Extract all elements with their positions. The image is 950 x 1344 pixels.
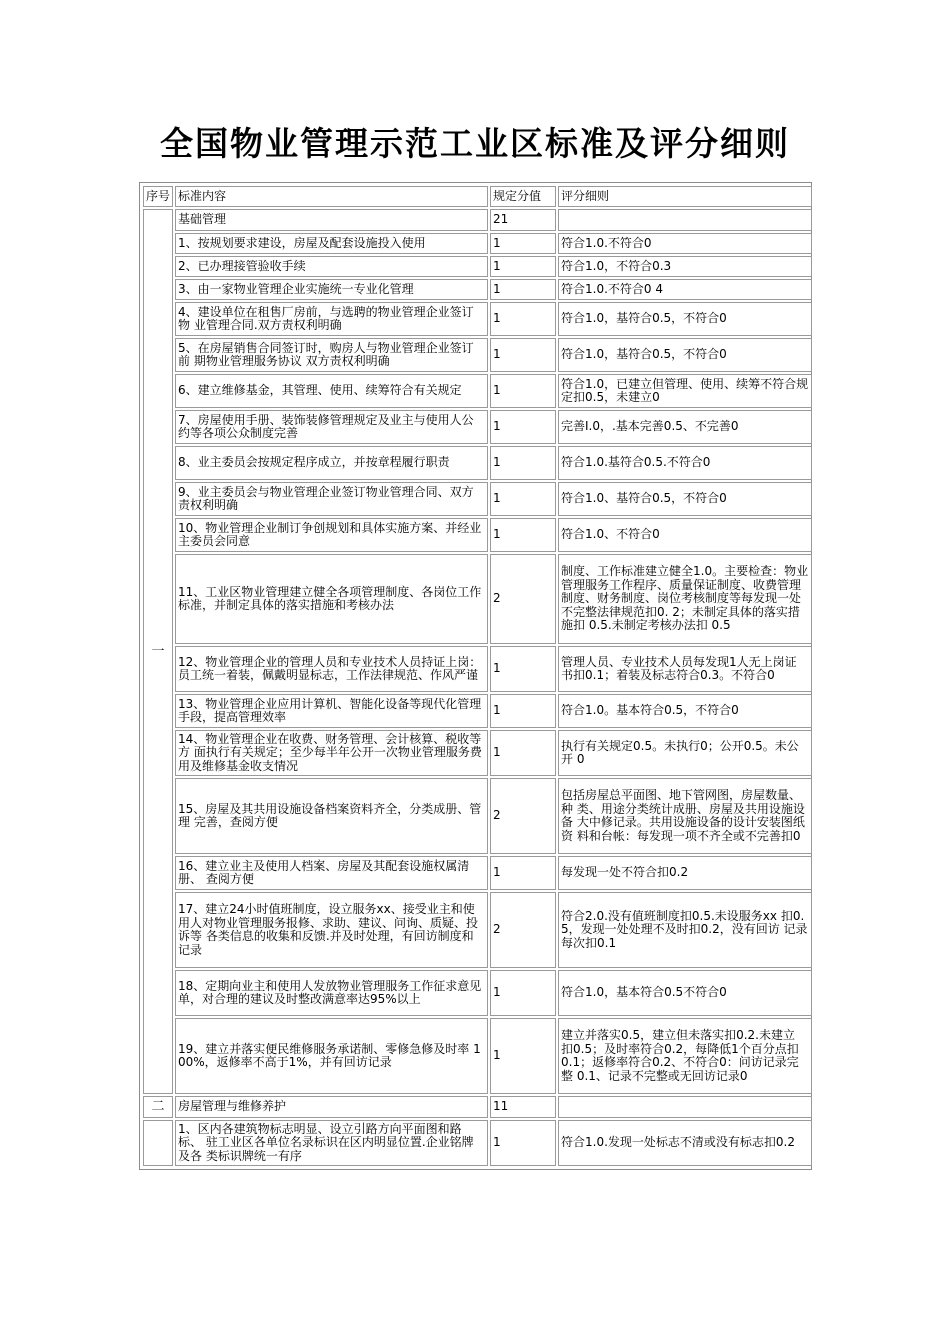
row-content: 13、物业管理企业应用计算机、智能化设备等现代化管理 手段，提高管理效率 (175, 694, 488, 728)
section-rule (558, 209, 812, 231)
table-row (143, 256, 812, 277)
table-row (143, 730, 812, 776)
header-content: 标准内容 (175, 186, 488, 207)
row-content: 16、建立业主及使用人档案、房屋及其配套设施权属清册、 查阅方便 (175, 856, 488, 890)
row-score: 2 (490, 554, 556, 644)
row-content: 9、业主委员会与物业管理企业签订物业管理合同、双方责权利明确 (175, 482, 488, 516)
header-no: 序号 (143, 186, 173, 207)
row-score: 1 (490, 646, 556, 692)
section-number-continued (143, 1120, 173, 1166)
row-content: 17、建立24小时值班制度，设立服务xx、接受业主和使 用人对物业管理服务报修、求助、建议、问询、质疑、投诉等 各类信息的收集和反馈.并及时处理，有回访制度和记录 (175, 892, 488, 968)
row-content: 4、建设单位在租售厂房前，与选聘的物业管理企业签订物 业管理合同.双方责权利明确 (175, 302, 488, 336)
table-row (143, 970, 812, 1016)
row-score: 1 (490, 374, 556, 408)
row-content: 14、物业管理企业在收费、财务管理、会计核算、税收等方 面执行有关规定；至少每半年公开一次物业管理服务费用及维修基金收支情况 (175, 730, 488, 776)
row-rule: 符合1.0，不符合0.3 (558, 256, 812, 277)
row-score: 1 (490, 279, 556, 300)
table-row (143, 338, 812, 372)
header-row (143, 186, 812, 207)
table-row (143, 694, 812, 728)
table-row (143, 302, 812, 336)
section-name: 基础管理 (175, 209, 488, 231)
row-content: 1、区内各建筑物标志明显、设立引路方向平面图和路标、 驻工业区各单位名录标识在区内明显位置.企业铭牌及各 类标识牌统一有序 (175, 1120, 488, 1166)
row-score: 1 (490, 302, 556, 336)
row-content: 12、物业管理企业的管理人员和专业技术人员持证上岗：员工统一着装，佩戴明显标志，工作法律规范、作风严谨 (175, 646, 488, 692)
row-score: 1 (490, 1120, 556, 1166)
row-score: 1 (490, 856, 556, 890)
row-score: 1 (490, 256, 556, 277)
row-content: 19、建立并落实便民维修服务承诺制、零修急修及时率 100%，返修率不高于1%，并有回访记录 (175, 1018, 488, 1094)
table-row (143, 646, 812, 692)
table-row (143, 1120, 812, 1166)
section-row (143, 1096, 812, 1118)
scoring-table (141, 184, 814, 1168)
row-content: 6、建立维修基金，其管理、使用、续筹符合有关规定 (175, 374, 488, 408)
row-content: 1、按规划要求建设，房屋及配套设施投入使用 (175, 233, 488, 254)
row-rule: 符合1.0.基符合0.5.不符合0 (558, 446, 812, 480)
row-content: 5、在房屋销售合同签订时，购房人与物业管理企业签订前 期物业管理服务协议 双方责权利明确 (175, 338, 488, 372)
row-rule: 符合1.0，基符合0.5，不符合0 (558, 302, 812, 336)
document-title: 全国物业管理示范工业区标准及评分细则 (160, 124, 790, 163)
row-score: 1 (490, 730, 556, 776)
section-score: 11 (490, 1096, 556, 1118)
row-rule: 符合1.0，基符合0.5，不符合0 (558, 338, 812, 372)
row-rule: 符合1.0.不符合0 4 (558, 279, 812, 300)
row-content: 2、已办理接管验收手续 (175, 256, 488, 277)
table-row (143, 1018, 812, 1094)
row-score: 1 (490, 410, 556, 444)
row-score: 1 (490, 446, 556, 480)
section-row (143, 209, 812, 231)
table-row (143, 374, 812, 408)
row-rule: 建立并落实0.5，建立但未落实扣0.2.未建立 扣0.5；及时率符合0.2，每降低1个百分点扣 0.1；返修率符合0.2、不符合0：问访记录完整 0.1、记录不完整或无回访记录0 (558, 1018, 812, 1094)
row-score: 1 (490, 1018, 556, 1094)
row-content: 7、房屋使用手册、装饰装修管理规定及业主与使用人公约等各项公众制度完善 (175, 410, 488, 444)
row-score: 1 (490, 482, 556, 516)
header-score: 规定分值 (490, 186, 556, 207)
table-row (143, 482, 812, 516)
row-content: 3、由一家物业管理企业实施统一专业化管理 (175, 279, 488, 300)
table-row (143, 446, 812, 480)
table-row (143, 410, 812, 444)
table-row (143, 856, 812, 890)
row-score: 1 (490, 694, 556, 728)
header-rule: 评分细则 (558, 186, 812, 207)
table-row (143, 778, 812, 854)
row-rule: 符合1.0、不符合0 (558, 518, 812, 552)
row-content: 15、房屋及其共用设施设备档案资料齐全，分类成册、管理 完善，查阅方便 (175, 778, 488, 854)
section-name: 房屋管理与维修养护 (175, 1096, 488, 1118)
section-number: 二 (143, 1096, 173, 1118)
section-rule (558, 1096, 812, 1118)
row-score: 1 (490, 338, 556, 372)
row-rule: 完善I.0，.基本完善0.5、不完善0 (558, 410, 812, 444)
row-rule: 制度、工作标准建立健全1.0。主要检查：物业 管理服务工作程序、质量保证制度、收费管理 制度、财务制度、岗位考核制度等每发现一处 不完整法律规范扣0. 2；未制定具体的落实措施扣 0.5.未制定考核办法扣 0.5 (558, 554, 812, 644)
row-rule: 符合1.0.不符合0 (558, 233, 812, 254)
table-row (143, 892, 812, 968)
row-content: 10、物业管理企业制订争创规划和具体实施方案、并经业主委员会同意 (175, 518, 488, 552)
row-rule: 执行有关规定0.5。未执行0；公开0.5。未公开 0 (558, 730, 812, 776)
row-rule: 符合1.0、基符合0.5，不符合0 (558, 482, 812, 516)
table-row (143, 554, 812, 644)
table-row (143, 279, 812, 300)
row-rule: 符合1.0。基本符合0.5，不符合0 (558, 694, 812, 728)
table-row (143, 518, 812, 552)
row-score: 1 (490, 233, 556, 254)
row-content: 8、业主委员会按规定程序成立，并按章程履行职责 (175, 446, 488, 480)
row-content: 11、工业区物业管理建立健全各项管理制度、各岗位工作标准，并制定具体的落实措施和考核办法 (175, 554, 488, 644)
row-rule: 管理人员、专业技术人员每发现1人无上岗证 书扣0.1；着装及标志符合0.3。不符合0 (558, 646, 812, 692)
row-score: 2 (490, 892, 556, 968)
row-score: 2 (490, 778, 556, 854)
table-row (143, 233, 812, 254)
row-rule: 符合1.0.发现一处标志不清或没有标志扣0.2 (558, 1120, 812, 1166)
section-score: 21 (490, 209, 556, 231)
section-number: 一 (143, 209, 173, 1094)
row-score: 1 (490, 518, 556, 552)
row-rule: 符合2.0.没有值班制度扣0.5.未设服务xx 扣0.5，发现一处处理不及时扣0.2，没有回访 记录每次扣0.1 (558, 892, 812, 968)
row-content: 18、定期向业主和使用人发放物业管理服务工作征求意见 单，对合理的建议及时整改满意率达95%以上 (175, 970, 488, 1016)
row-rule: 符合1.0，基本符合0.5不符合0 (558, 970, 812, 1016)
row-rule: 每发现一处不符合扣0.2 (558, 856, 812, 890)
scoring-table-frame (139, 182, 812, 1170)
row-rule: 符合1.0，已建立但管理、使用、续筹不符合规定扣0.5，未建立0 (558, 374, 812, 408)
row-rule: 包括房屋总平面图、地下管网图，房屋数量、种 类、用途分类统计成册、房屋及共用设施设备 大中修记录。共用设施设备的设计安装图纸资 料和台帐：每发现一项不齐全或不完善扣0 (558, 778, 812, 854)
row-score: 1 (490, 970, 556, 1016)
